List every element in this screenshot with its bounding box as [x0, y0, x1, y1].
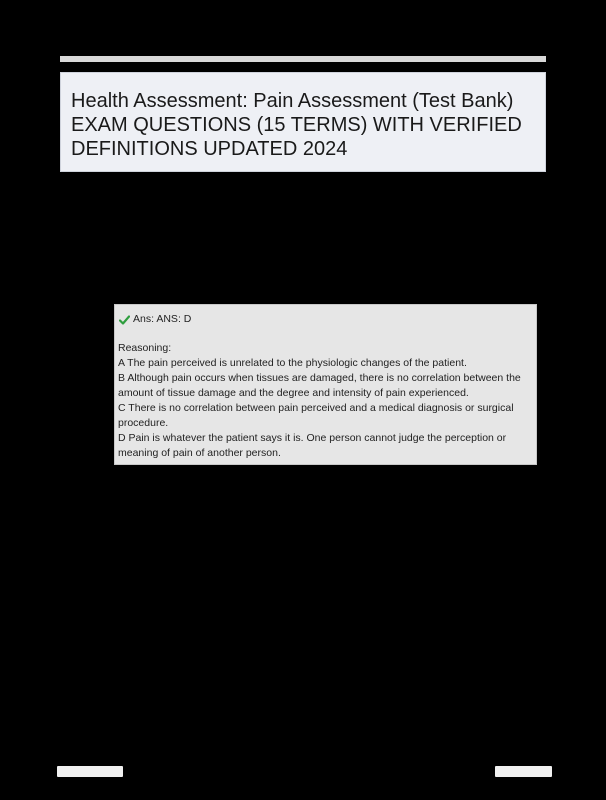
- title-box: [60, 72, 546, 172]
- answer-text: Ans: ANS: D: [133, 313, 192, 325]
- top-divider: [60, 56, 546, 62]
- document-title: Health Assessment: Pain Assessment (Test Bank) EXAM QUESTIONS (15 TERMS) WITH VERIFIED DEFINITIONS UPDATED 2024: [71, 90, 522, 160]
- footer-right-redacted: [495, 766, 552, 777]
- reasoning-item-b: B Although pain occurs when tissues are damaged, there is no correlation between the amount of tissue damage and the degree and intensity of pain experienced.: [118, 372, 521, 399]
- reasoning-label: Reasoning:: [118, 342, 172, 354]
- answer-box: [114, 304, 537, 465]
- reasoning-item-a: A The pain perceived is unrelated to the physiologic changes of the patient.: [118, 357, 467, 369]
- answer-line: [119, 312, 191, 327]
- footer-left-redacted: [57, 766, 123, 777]
- reasoning-item-c: C There is no correlation between pain perceived and a medical diagnosis or surgical procedure.: [118, 402, 514, 429]
- check-icon: [119, 315, 130, 325]
- reasoning-item-d: D Pain is whatever the patient says it is. One person cannot judge the perception or meaning of pain of another person.: [118, 432, 507, 459]
- reasoning-block: [118, 341, 532, 461]
